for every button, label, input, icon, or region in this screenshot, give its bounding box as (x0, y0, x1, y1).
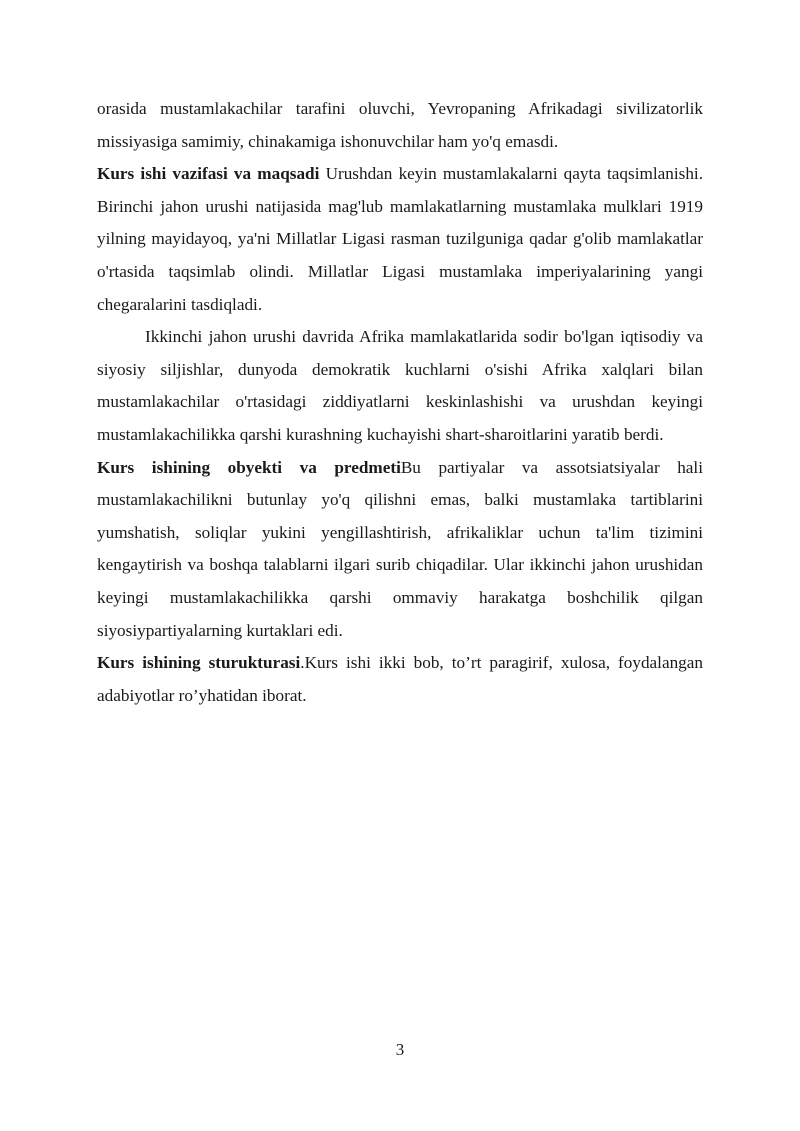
document-body (97, 93, 703, 712)
paragraph-text: .Kurs ishi ikki bob, to’rt paragirif, xulosa, foydalangan adabiyotlar ro’yhatidan iborat. (97, 653, 703, 705)
paragraph-wwii-shifts (97, 321, 703, 451)
paragraph-text: Urushdan keyin mustamlakalarni qayta taqsimlanishi. Birinchi jahon urushi natijasida mag'lub mamlakatlarning mustamlaka mulklari 1919 yilning mayidayoq, ya'ni Millatlar Ligasi rasman tuzilguniga qadar g'olib mamlakatlar o'rtasida taqsimlab olindi. Millatlar Ligasi mustamlaka imperiyalarining yangi chegaralarini tasdiqladi. (97, 164, 703, 314)
paragraph-tasks-and-goals (97, 158, 703, 321)
paragraph-text: Ikkinchi jahon urushi davrida Afrika mamlakatlarida sodir bo'lgan iqtisodiy va siyosiy siljishlar, dunyoda demokratik kuchlarni o'sishi Afrika xalqlari bilan mustamlakachilar o'rtasidagi ziddiyatlarni keskinlashishi va urushdan keyingi mustamlakachilikka qarshi kurashning kuchayishi shart-sharoitlarini yaratib berdi. (97, 327, 703, 444)
section-heading-structure: Kurs ishining sturukturasi (97, 653, 301, 673)
section-heading-tasks-and-goals: Kurs ishi vazifasi va maqsadi (97, 164, 320, 184)
paragraph-text: Bu partiyalar va assotsiatsiyalar hali mustamlakachilikni butunlay yo'q qilishni emas, balki mustamlaka tartiblarini yumshatish, soliqlar yukini yengillashtirish, afrikaliklar uchun ta'lim tizimini kengaytirish va boshqa talablarni ilgari surib chiqadilar. Ular ikkinchi jahon urushidan keyingi mustamlakachilikka qarshi ommaviy harakatga boshchilik qilgan siyosiypartiyalarning kurtaklari edi. (97, 457, 703, 640)
paragraph-text: orasida mustamlakachilar tarafini oluvchi, Yevropaning Afrikadagi sivilizatorlik missiyasiga samimiy, chinakamiga ishonuvchilar ham yo'q emasdi. (97, 99, 703, 151)
page-number: 3 (395, 1040, 405, 1059)
section-heading-object-and-subject: Kurs ishining obyekti va predmeti (97, 457, 401, 477)
paragraph-structure (97, 647, 703, 712)
paragraph-intro-continuation (97, 93, 703, 158)
paragraph-object-and-subject (97, 452, 703, 648)
